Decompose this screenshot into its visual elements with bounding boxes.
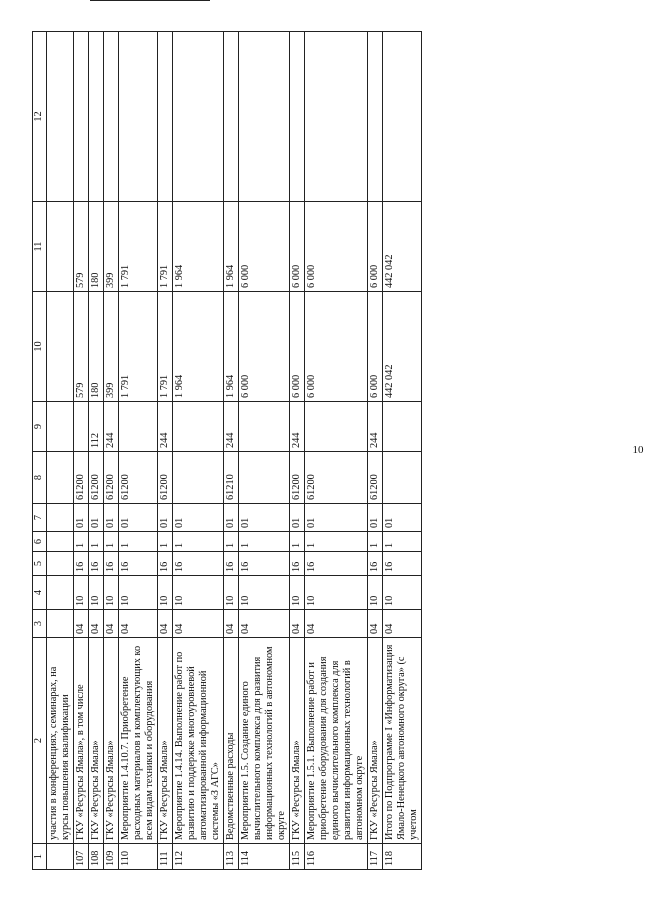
cell-col9 (239, 402, 290, 452)
page-number: 10 (632, 444, 644, 456)
row-number: 110 (119, 844, 158, 870)
cell-col12 (104, 32, 119, 202)
column-header-6: 6 (33, 532, 47, 552)
cell-col10: 180 (89, 292, 104, 402)
cell-col4 (47, 576, 74, 610)
cell-col7: 01 (89, 504, 104, 532)
cell-col10 (47, 292, 74, 402)
table-row (239, 32, 290, 870)
cell-col3: 04 (224, 610, 239, 638)
cell-col7: 01 (173, 504, 224, 532)
cell-col7: 01 (290, 504, 305, 532)
cell-col8: 61210 (224, 452, 239, 504)
cell-col3: 04 (290, 610, 305, 638)
cell-col8 (173, 452, 224, 504)
cell-col6: 1 (239, 532, 290, 552)
row-number: 108 (89, 844, 104, 870)
cell-col11: 1 791 (119, 202, 158, 292)
column-header-7: 7 (33, 504, 47, 532)
cell-col12 (74, 32, 89, 202)
cell-col4: 10 (119, 576, 158, 610)
cell-col6: 1 (173, 532, 224, 552)
cell-col8: 61200 (119, 452, 158, 504)
row-name: ГКУ «Ресурсы Ямала» (368, 638, 383, 844)
cell-col6: 1 (74, 532, 89, 552)
cell-col6: 1 (383, 532, 422, 552)
cell-col9: 112 (89, 402, 104, 452)
cell-col4: 10 (104, 576, 119, 610)
cell-col7: 01 (368, 504, 383, 532)
cell-col5: 16 (305, 552, 368, 576)
table-row (305, 32, 368, 870)
row-name: Мероприятие 1.5. Создание единого вычислительного комплекса для развития информационных технологий в автономном округе (239, 638, 290, 844)
cell-col12 (290, 32, 305, 202)
cell-col4: 10 (383, 576, 422, 610)
cell-col12 (368, 32, 383, 202)
cell-col6: 1 (158, 532, 173, 552)
table-row (104, 32, 119, 870)
cell-col4: 10 (89, 576, 104, 610)
table-body (47, 32, 422, 870)
column-header-2: 2 (33, 638, 47, 844)
cell-col4: 10 (368, 576, 383, 610)
cell-col12 (224, 32, 239, 202)
column-header-8: 8 (33, 452, 47, 504)
cell-col3: 04 (89, 610, 104, 638)
table-row (383, 32, 422, 870)
cell-col10: 1 791 (158, 292, 173, 402)
table-row (173, 32, 224, 870)
cell-col6: 1 (224, 532, 239, 552)
cell-col10: 579 (74, 292, 89, 402)
cell-col7: 01 (119, 504, 158, 532)
row-number: 118 (383, 844, 422, 870)
row-name: Мероприятие 1.4.10.7. Приобретение расходных материалов и комплектующих ко всем видам техники и оборудования (119, 638, 158, 844)
cell-col10: 1 791 (119, 292, 158, 402)
cell-col4: 10 (224, 576, 239, 610)
cell-col9: 244 (158, 402, 173, 452)
cell-col9 (305, 402, 368, 452)
row-number: 114 (239, 844, 290, 870)
row-number: 111 (158, 844, 173, 870)
cell-col3 (47, 610, 74, 638)
cell-col11: 180 (89, 202, 104, 292)
cell-col3: 04 (239, 610, 290, 638)
row-number: 116 (305, 844, 368, 870)
row-name: ГКУ «Ресурсы Ямала» (290, 638, 305, 844)
cell-col3: 04 (104, 610, 119, 638)
cell-col6: 1 (305, 532, 368, 552)
cell-col7: 01 (104, 504, 119, 532)
column-header-12: 12 (33, 32, 47, 202)
cell-col11: 6 000 (368, 202, 383, 292)
cell-col11: 1 791 (158, 202, 173, 292)
row-name: Мероприятие 1.4.14. Выполнение работ по развитию и поддержке многоуровневой автоматизированной информационной системы «З АГС» (173, 638, 224, 844)
cell-col5: 16 (224, 552, 239, 576)
row-number: 109 (104, 844, 119, 870)
cell-col5: 16 (89, 552, 104, 576)
cell-col9 (119, 402, 158, 452)
column-header-5: 5 (33, 552, 47, 576)
cell-col5: 16 (119, 552, 158, 576)
row-name: участия в конференциях, семинарах, на курсы повышения квалификации (47, 638, 74, 844)
table-row (119, 32, 158, 870)
cell-col10: 399 (104, 292, 119, 402)
cell-col12 (89, 32, 104, 202)
cell-col4: 10 (74, 576, 89, 610)
cell-col10: 6 000 (368, 292, 383, 402)
cell-col3: 04 (119, 610, 158, 638)
column-header-9: 9 (33, 402, 47, 452)
cell-col3: 04 (74, 610, 89, 638)
cell-col5: 16 (368, 552, 383, 576)
cell-col6 (47, 532, 74, 552)
cell-col5: 16 (104, 552, 119, 576)
cell-col7: 01 (74, 504, 89, 532)
cell-col11: 1 964 (224, 202, 239, 292)
cell-col12 (305, 32, 368, 202)
cell-col12 (47, 32, 74, 202)
row-name: ГКУ «Ресурсы Ямала» (89, 638, 104, 844)
cell-col8: 61200 (290, 452, 305, 504)
cell-col5: 16 (290, 552, 305, 576)
cell-col6: 1 (104, 532, 119, 552)
cell-col8 (383, 452, 422, 504)
column-header-11: 11 (33, 202, 47, 292)
cell-col10: 1 964 (173, 292, 224, 402)
column-header-1: 1 (33, 844, 47, 870)
cell-col8 (239, 452, 290, 504)
table-row (224, 32, 239, 870)
row-name: ГКУ «Ресурсы Ямала» (158, 638, 173, 844)
cell-col7: 01 (158, 504, 173, 532)
cell-col7: 01 (383, 504, 422, 532)
column-header-3: 3 (33, 610, 47, 638)
cell-col10: 1 964 (224, 292, 239, 402)
cell-col4: 10 (290, 576, 305, 610)
cell-col6: 1 (290, 532, 305, 552)
column-header-10: 10 (33, 292, 47, 402)
cell-col7: 01 (224, 504, 239, 532)
table-row (74, 32, 89, 870)
rotated-page (32, 32, 644, 870)
cell-col3: 04 (305, 610, 368, 638)
cell-col10: 6 000 (305, 292, 368, 402)
cell-col4: 10 (158, 576, 173, 610)
cell-col4: 10 (239, 576, 290, 610)
cell-col12 (173, 32, 224, 202)
cell-col8 (47, 452, 74, 504)
cell-col3: 04 (173, 610, 224, 638)
cell-col7: 01 (239, 504, 290, 532)
cell-col3: 04 (368, 610, 383, 638)
cell-col9: 244 (290, 402, 305, 452)
cell-col9: 244 (368, 402, 383, 452)
cell-col4: 10 (173, 576, 224, 610)
cell-col8: 61200 (104, 452, 119, 504)
cell-col3: 04 (158, 610, 173, 638)
cell-col10: 6 000 (239, 292, 290, 402)
cell-col12 (239, 32, 290, 202)
table-row (290, 32, 305, 870)
cell-col8: 61200 (158, 452, 173, 504)
table-row (47, 32, 74, 870)
cell-col8: 61200 (89, 452, 104, 504)
row-name: Ведомственные расходы (224, 638, 239, 844)
row-name: ГКУ «Ресурсы Ямала» (104, 638, 119, 844)
row-name: ГКУ «Ресурсы Ямала», в том числе (74, 638, 89, 844)
row-number: 117 (368, 844, 383, 870)
cell-col6: 1 (89, 532, 104, 552)
cell-col3: 04 (383, 610, 422, 638)
header-row (33, 32, 47, 870)
cell-col11: 6 000 (290, 202, 305, 292)
cell-col9 (383, 402, 422, 452)
cell-col11: 6 000 (305, 202, 368, 292)
row-number: 112 (173, 844, 224, 870)
column-header-4: 4 (33, 576, 47, 610)
cell-col5: 16 (383, 552, 422, 576)
row-number (47, 844, 74, 870)
cell-col6: 1 (119, 532, 158, 552)
cell-col7: 01 (305, 504, 368, 532)
cell-col5: 16 (239, 552, 290, 576)
cell-col11: 6 000 (239, 202, 290, 292)
table-row (89, 32, 104, 870)
cell-col5 (47, 552, 74, 576)
cell-col10: 442 042 (383, 292, 422, 402)
cell-col10: 6 000 (290, 292, 305, 402)
budget-table (32, 31, 422, 870)
table-row (158, 32, 173, 870)
row-number: 107 (74, 844, 89, 870)
cell-col11: 442 042 (383, 202, 422, 292)
cell-col11 (47, 202, 74, 292)
cell-col9 (74, 402, 89, 452)
top-rule (90, 0, 210, 1)
cell-col9: 244 (104, 402, 119, 452)
cell-col11: 579 (74, 202, 89, 292)
cell-col9: 244 (224, 402, 239, 452)
cell-col5: 16 (74, 552, 89, 576)
cell-col6: 1 (368, 532, 383, 552)
cell-col12 (158, 32, 173, 202)
cell-col5: 16 (173, 552, 224, 576)
row-number: 113 (224, 844, 239, 870)
cell-col8: 61200 (305, 452, 368, 504)
row-name: Мероприятие 1.5.1. Выполнение работ и приобретение оборудования для создания единого вычислительного комплекса для развития информационных технологий в автономном округе (305, 638, 368, 844)
row-name: Итого по Подпрограмме I «Информатизация Ямало-Ненецкого автономного округа» (с учетом (383, 638, 422, 844)
cell-col11: 1 964 (173, 202, 224, 292)
cell-col8: 61200 (74, 452, 89, 504)
cell-col4: 10 (305, 576, 368, 610)
cell-col9 (47, 402, 74, 452)
row-number: 115 (290, 844, 305, 870)
cell-col7 (47, 504, 74, 532)
cell-col11: 399 (104, 202, 119, 292)
cell-col8: 61200 (368, 452, 383, 504)
cell-col12 (119, 32, 158, 202)
table-row (368, 32, 383, 870)
cell-col12 (383, 32, 422, 202)
cell-col5: 16 (158, 552, 173, 576)
cell-col9 (173, 402, 224, 452)
